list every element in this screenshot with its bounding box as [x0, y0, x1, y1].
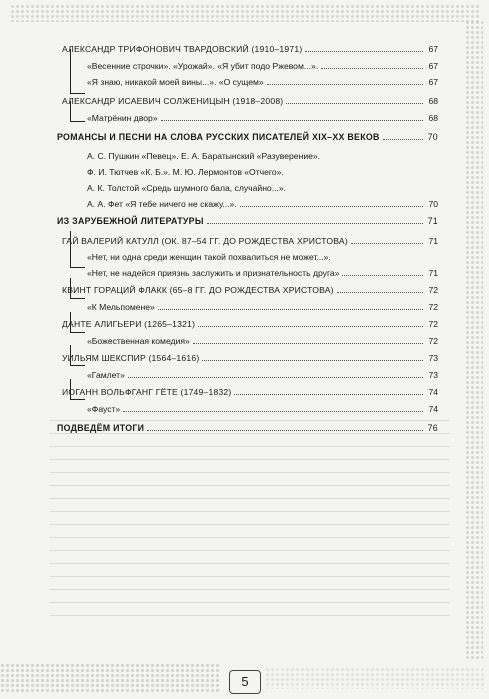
toc-entry-text: А. С. Пушкин «Певец». Е. А. Баратынский «Разуверение». [87, 151, 321, 161]
ornament-top [10, 4, 480, 22]
toc-work-row[interactable] [87, 61, 438, 71]
toc-entry-text: А. А. Фет «Я тебе ничего не скажу...». [87, 199, 237, 209]
toc-entry-text: «Нет, ни одна среди женщин такой похвалиться не может...». [87, 252, 331, 262]
toc-entry-text: «Весенние строчки». «Урожай». «Я убит подо Ржевом...». [87, 61, 319, 71]
toc-entry-text: «Гамлет» [87, 370, 125, 380]
toc-entry-text: УИЛЬЯМ ШЕКСПИР (1564–1616) [62, 353, 200, 363]
ornament-right [465, 20, 483, 660]
leader-dots [147, 429, 423, 431]
toc-work-row[interactable] [87, 404, 438, 414]
toc-page-number: 72 [428, 319, 438, 329]
toc-page-number: 68 [428, 113, 438, 123]
toc-section-row[interactable] [57, 423, 438, 433]
leader-dots [234, 393, 423, 395]
leader-dots [267, 83, 423, 85]
toc-page-number: 73 [428, 353, 438, 363]
toc-author-row[interactable] [62, 387, 438, 397]
toc-page-number: 67 [428, 61, 438, 71]
leader-dots [161, 119, 423, 121]
toc-entry-text: А. К. Толстой «Средь шумного бала, случайно...». [87, 183, 287, 193]
leader-dots [240, 205, 423, 207]
leader-dots [351, 242, 423, 244]
toc-entry-text: «Я знаю, никакой моей вины...». «О сущем» [87, 77, 264, 87]
leader-dots [123, 410, 423, 412]
entry-bracket [70, 49, 85, 94]
leader-dots [321, 67, 423, 69]
ornament-bottom-left [0, 663, 220, 693]
toc-section-row[interactable] [57, 216, 438, 226]
leader-dots [383, 138, 423, 140]
toc-work-row[interactable] [87, 199, 438, 209]
toc-entry-text: ДАНТЕ АЛИГЬЕРИ (1265–1321) [62, 319, 196, 329]
toc-author-row[interactable] [62, 353, 438, 363]
leader-dots [158, 308, 423, 310]
toc-page-number: 70 [428, 199, 438, 209]
toc-page-number: 68 [428, 96, 438, 106]
toc-author-row[interactable] [62, 236, 438, 246]
toc-section-row[interactable] [57, 132, 438, 142]
leader-dots [202, 359, 423, 361]
toc-author-row[interactable] [62, 285, 438, 295]
toc-work-row[interactable] [87, 167, 438, 177]
show-through-background [50, 420, 450, 650]
leader-dots [193, 342, 423, 344]
toc-page-number: 72 [428, 285, 438, 295]
toc-entry-text: «Матрёнин двор» [87, 113, 158, 123]
toc-work-row[interactable] [87, 370, 438, 380]
toc-author-row[interactable] [62, 44, 438, 54]
leader-dots [207, 222, 423, 224]
toc-entry-text: Ф. И. Тютчев «К. Б.». М. Ю. Лермонтов «Отчего». [87, 167, 284, 177]
toc-work-row[interactable] [87, 183, 438, 193]
toc-page-number: 67 [428, 77, 438, 87]
page-number-badge: 5 [229, 670, 261, 694]
toc-author-row[interactable] [62, 319, 438, 329]
toc-page-number: 73 [428, 370, 438, 380]
toc-section-title: ПОДВЕДЁМ ИТОГИ [57, 423, 145, 433]
toc-entry-text: КВИНТ ГОРАЦИЙ ФЛАКК (65–8 ГГ. ДО РОЖДЕСТВА ХРИСТОВА) [62, 285, 334, 295]
leader-dots [337, 291, 423, 293]
toc-work-row[interactable] [87, 268, 438, 278]
leader-dots [198, 325, 423, 327]
toc-page-number: 70 [427, 132, 438, 142]
leader-dots [128, 376, 423, 378]
toc-work-row[interactable] [87, 151, 438, 161]
toc-page-number: 71 [427, 216, 438, 226]
toc-entry-text: ГАЙ ВАЛЕРИЙ КАТУЛЛ (ОК. 87–54 ГГ. ДО РОЖДЕСТВА ХРИСТОВА) [62, 236, 348, 246]
toc-page-number: 72 [428, 336, 438, 346]
toc-page-number: 67 [428, 44, 438, 54]
toc-entry-text: «Фауст» [87, 404, 121, 414]
toc-entry-text: АЛЕКСАНДР ИСАЕВИЧ СОЛЖЕНИЦЫН (1918–2008) [62, 96, 284, 106]
toc-entry-text: «Божественная комедия» [87, 336, 190, 346]
toc-page-number: 74 [428, 404, 438, 414]
toc-section-title: ИЗ ЗАРУБЕЖНОЙ ЛИТЕРАТУРЫ [57, 216, 204, 226]
toc-work-row[interactable] [87, 77, 438, 87]
leader-dots [305, 50, 423, 52]
toc-work-row[interactable] [87, 336, 438, 346]
toc-entry-text: «Нет, не надейся приязнь заслужить и признательность друга» [87, 268, 340, 278]
leader-dots [286, 102, 423, 104]
toc-page-number: 76 [427, 423, 438, 433]
toc-entry-text: АЛЕКСАНДР ТРИФОНОВИЧ ТВАРДОВСКИЙ (1910–1971) [62, 44, 303, 54]
toc-page-number: 74 [428, 387, 438, 397]
toc-page-number: 71 [428, 236, 438, 246]
toc-work-row[interactable] [87, 252, 438, 262]
toc-work-row[interactable] [87, 302, 438, 312]
toc-section-title: РОМАНСЫ И ПЕСНИ НА СЛОВА РУССКИХ ПИСАТЕЛЕЙ XIX–XX ВЕКОВ [57, 132, 380, 142]
toc-page-number: 72 [428, 302, 438, 312]
toc-work-row[interactable] [87, 113, 438, 123]
toc-author-row[interactable] [62, 96, 438, 106]
ornament-bottom-right [265, 667, 485, 689]
leader-dots [342, 274, 423, 276]
toc-entry-text: «К Мельпомене» [87, 302, 155, 312]
toc-entry-text: ИОГАНН ВОЛЬФГАНГ ГЁТЕ (1749–1832) [62, 387, 232, 397]
toc-page-number: 71 [428, 268, 438, 278]
